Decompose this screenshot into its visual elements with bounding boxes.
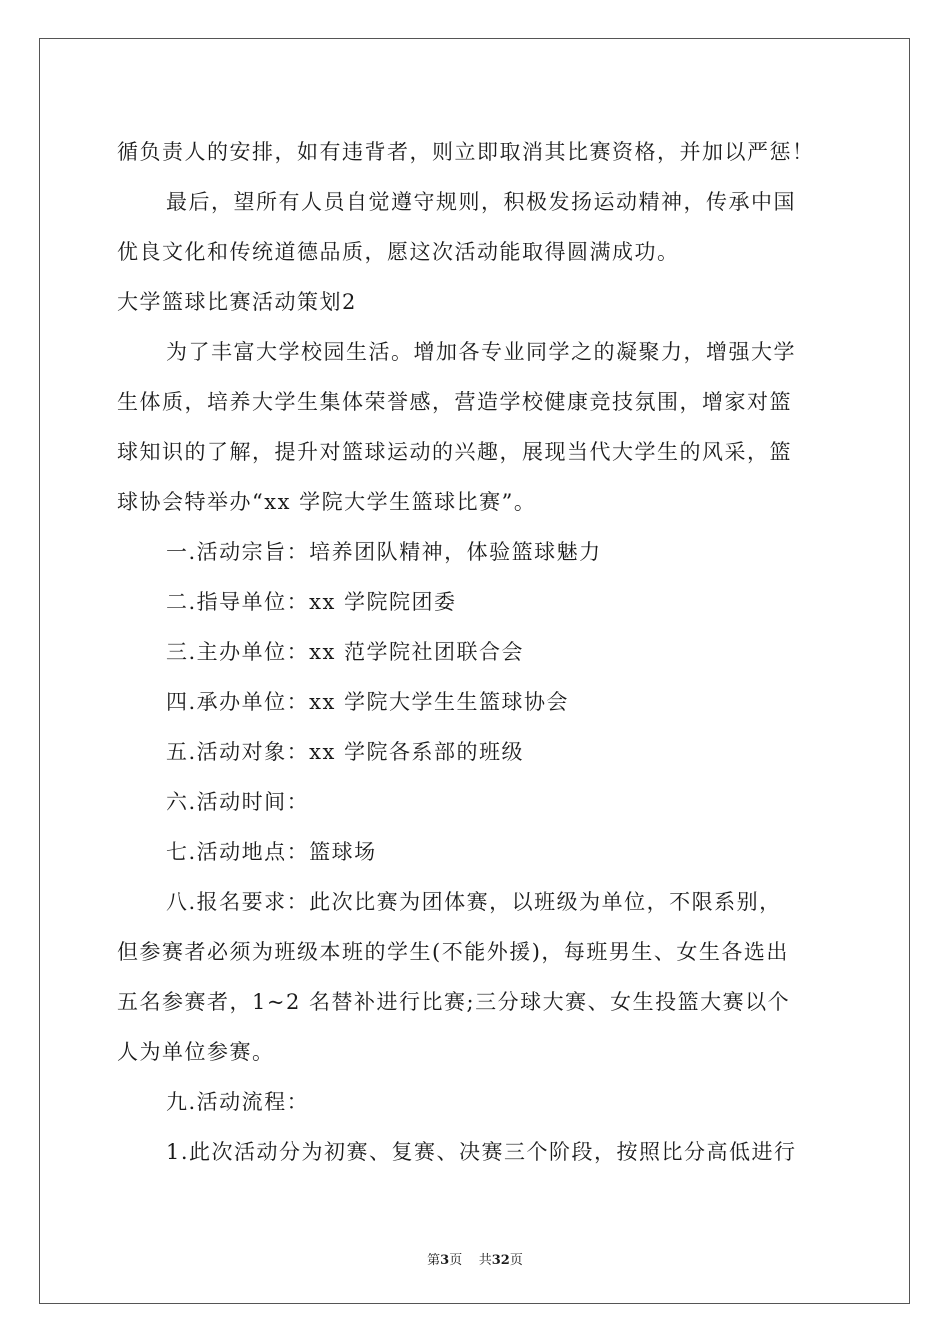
text-line: 人为单位参赛。: [117, 1040, 275, 1064]
text-line: 优良文化和传统道德品质，愿这次活动能取得圆满成功。: [117, 240, 680, 264]
list-item: 七.活动地点：篮球场: [166, 840, 377, 864]
text-line: 循负责人的安排，如有违背者，则立即取消其比赛资格，并加以严惩！: [117, 140, 815, 164]
list-item: 八.报名要求：此次比赛为团体赛，以班级为单位，不限系别，: [166, 890, 782, 914]
text-line: 球协会特举办“xx 学院大学生篮球比赛”。: [117, 490, 537, 514]
footer-prefix: 第: [427, 1253, 441, 1268]
footer-page-suffix: 页: [449, 1253, 463, 1268]
list-item: 二.指导单位：xx 学院院团委: [166, 590, 457, 614]
text-line: 但参赛者必须为班级本班的学生(不能外援)，每班男生、女生各选出: [117, 940, 789, 964]
text-line: 为了丰富大学校园生活。增加各专业同学之的凝聚力，增强大学: [166, 340, 796, 364]
text-line: 最后，望所有人员自觉遵守规则，积极发扬运动精神，传承中国: [166, 190, 796, 214]
footer-total-suffix: 页: [509, 1253, 523, 1268]
list-item: 六.活动时间：: [166, 790, 310, 814]
section-heading: 大学篮球比赛活动策划2: [117, 290, 357, 314]
text-line: 球知识的了解，提升对篮球运动的兴趣，展现当代大学生的风采，篮: [117, 440, 792, 464]
total-pages: 32: [491, 1253, 510, 1268]
list-item: 一.活动宗旨：培养团队精神，体验篮球魅力: [166, 540, 602, 564]
list-item: 三.主办单位：xx 范学院社团联合会: [166, 640, 525, 664]
text-line: 五名参赛者，1~2 名替补进行比赛;三分球大赛、女生投篮大赛以个: [117, 990, 791, 1014]
list-item: 五.活动对象：xx 学院各系部的班级: [166, 740, 525, 764]
list-item: 四.承办单位：xx 学院大学生生篮球协会: [166, 690, 570, 714]
list-item: 九.活动流程：: [166, 1090, 310, 1114]
text-line: 生体质，培养大学生集体荣誉感，营造学校健康竞技氛围，增家对篮: [117, 390, 792, 414]
footer-total-prefix: 共: [478, 1253, 492, 1268]
page-footer: [0, 1249, 950, 1268]
page-number: 3: [440, 1253, 450, 1268]
list-item: 1.此次活动分为初赛、复赛、决赛三个阶段，按照比分高低进行: [166, 1140, 797, 1164]
